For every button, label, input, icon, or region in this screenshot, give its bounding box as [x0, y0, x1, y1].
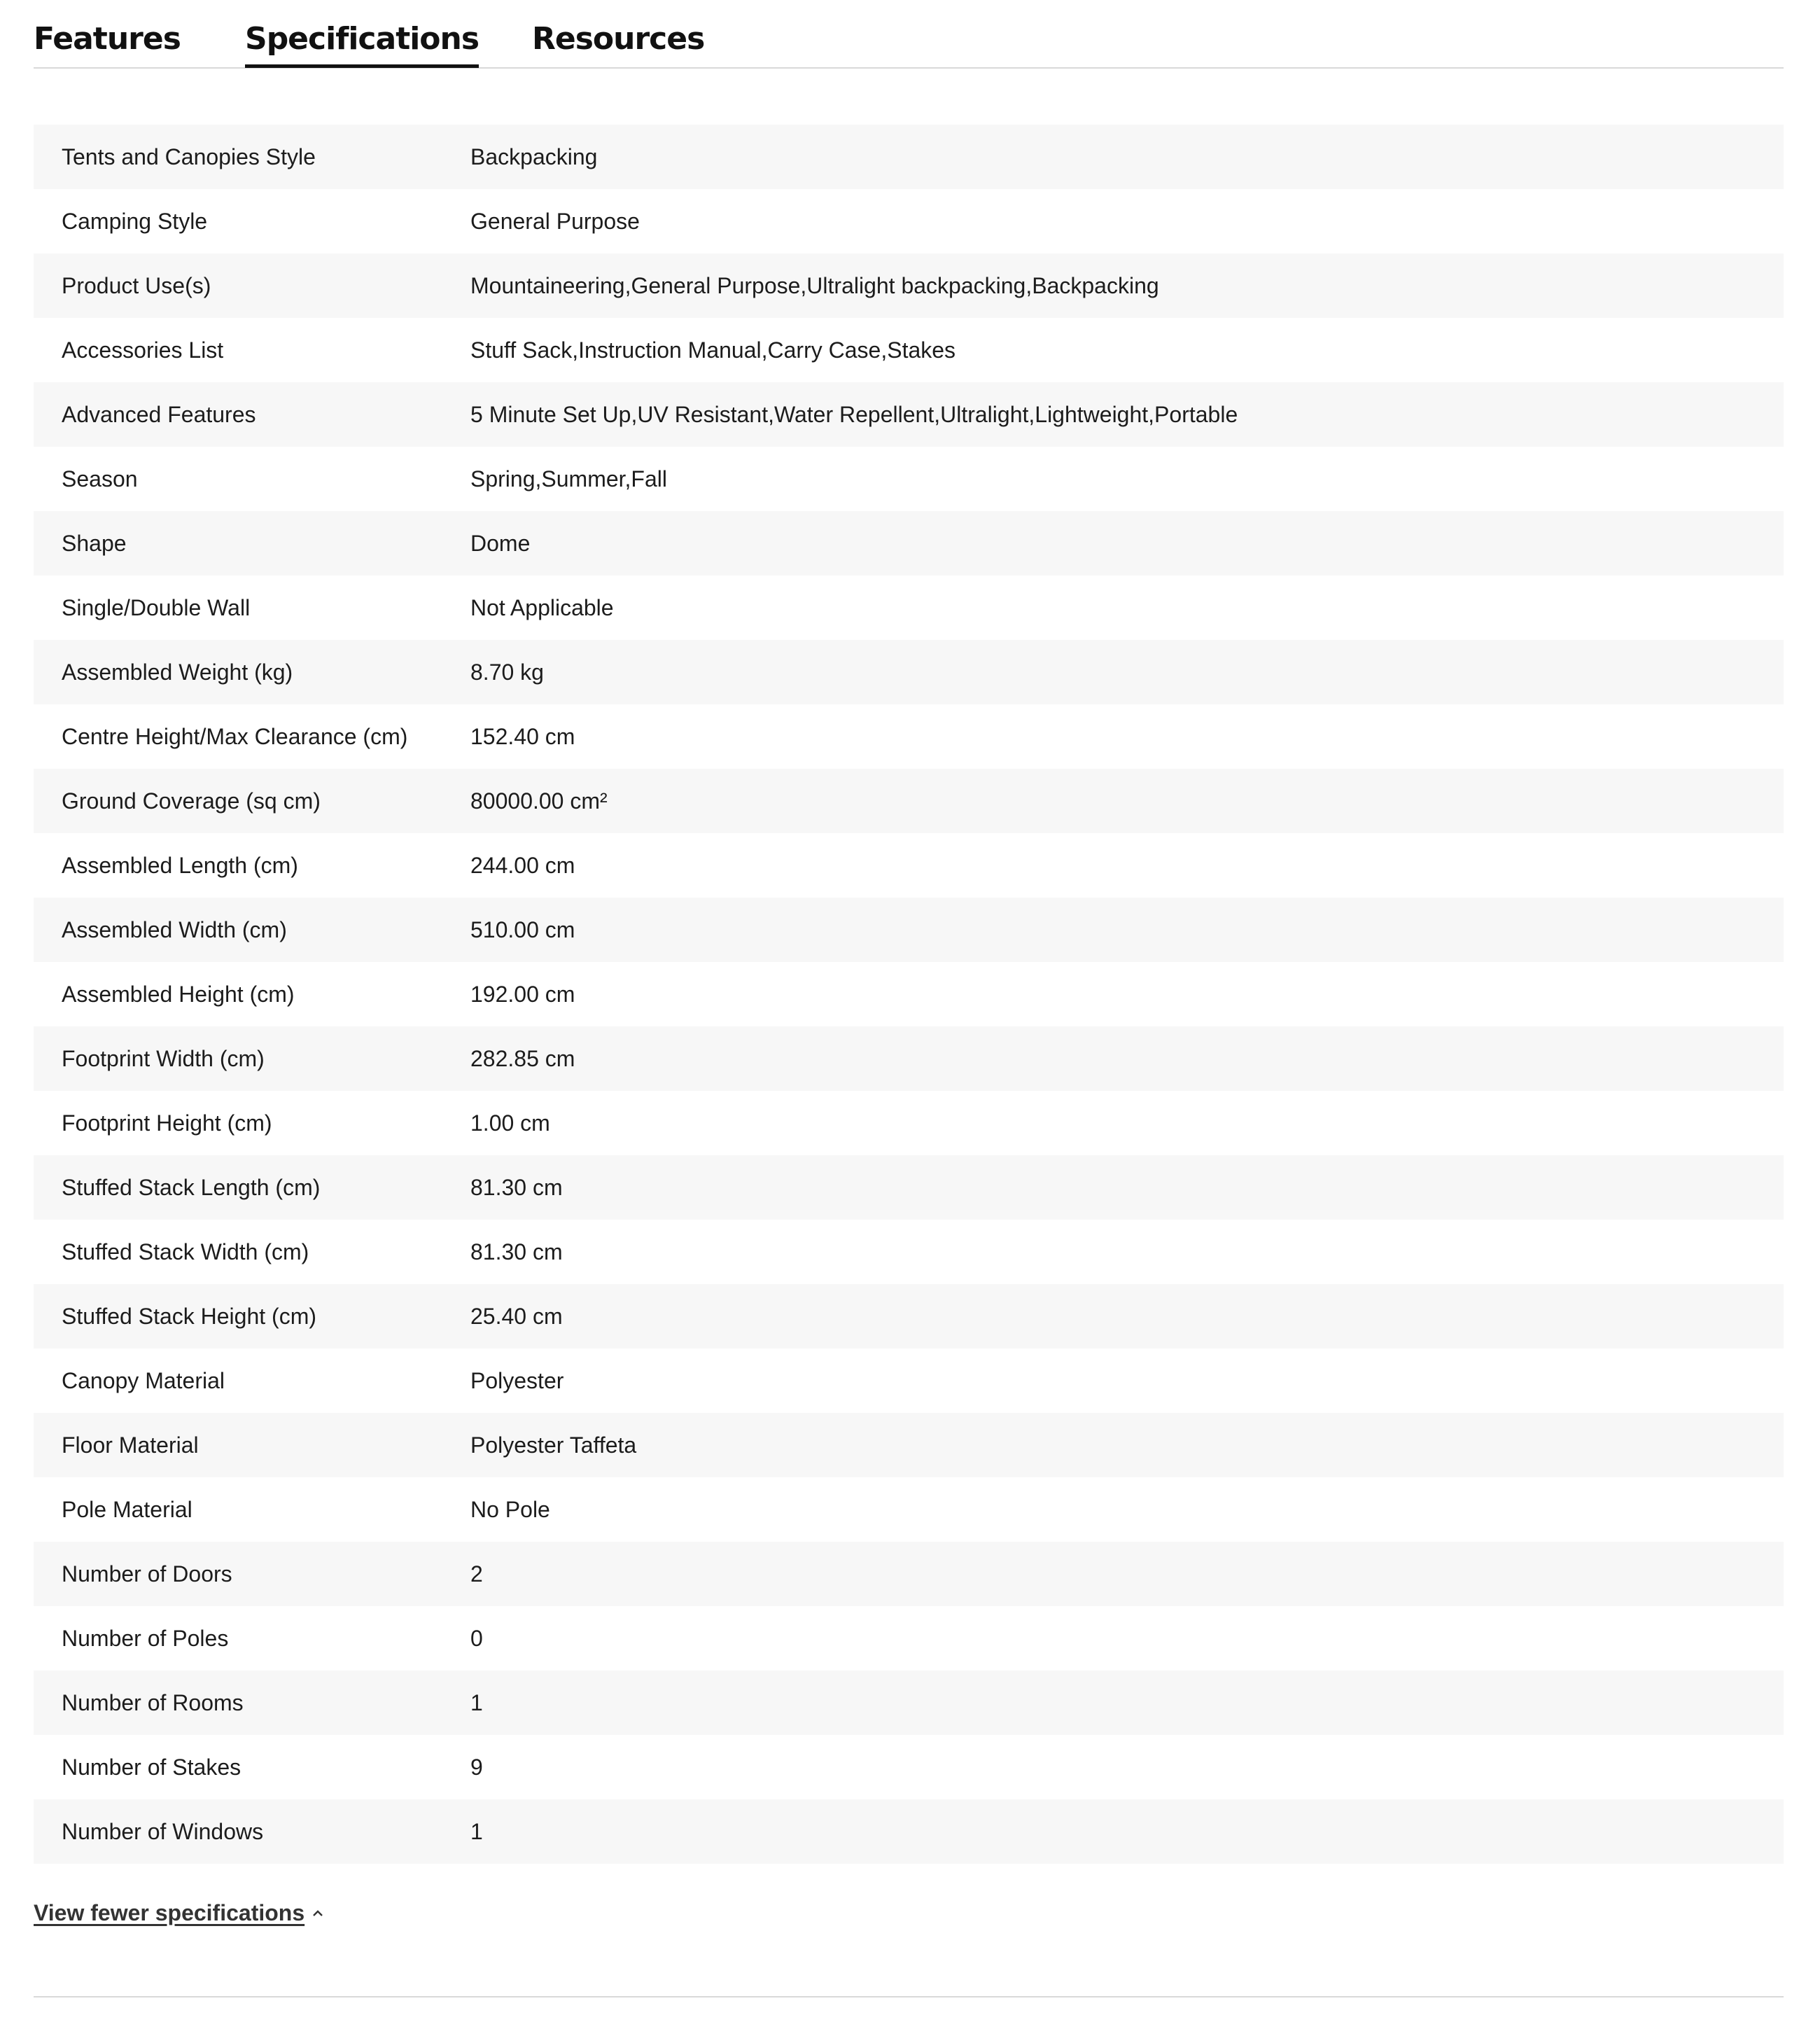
- spec-label: Centre Height/Max Clearance (cm): [62, 723, 408, 749]
- spec-label: Footprint Height (cm): [62, 1110, 272, 1136]
- spec-row: [34, 447, 1784, 511]
- spec-label: Pole Material: [62, 1496, 192, 1522]
- spec-value: 510.00 cm: [470, 916, 575, 942]
- spec-label: Stuffed Stack Length (cm): [62, 1174, 321, 1200]
- spec-value: 0: [470, 1625, 483, 1651]
- spec-value: 81.30 cm: [470, 1239, 563, 1264]
- spec-value: 2: [470, 1561, 483, 1587]
- spec-label: Assembled Length (cm): [62, 852, 298, 878]
- spec-label: Footprint Width (cm): [62, 1045, 265, 1071]
- spec-row: [34, 962, 1784, 1026]
- spec-row: [34, 1026, 1784, 1091]
- spec-row: [34, 769, 1784, 833]
- spec-label: Floor Material: [62, 1432, 199, 1458]
- tab-bar: [34, 0, 1784, 69]
- spec-row: [34, 511, 1784, 576]
- view-fewer-specifications-link[interactable]: [34, 1900, 324, 1926]
- view-fewer-label: View fewer specifications: [34, 1900, 305, 1925]
- spec-label: Stuffed Stack Height (cm): [62, 1303, 316, 1329]
- spec-label: Ground Coverage (sq cm): [62, 788, 321, 814]
- spec-label: Single/Double Wall: [62, 594, 251, 620]
- spec-row: [34, 1735, 1784, 1799]
- spec-row: [34, 1348, 1784, 1413]
- spec-value: 244.00 cm: [470, 852, 575, 878]
- spec-label: Assembled Width (cm): [62, 916, 287, 942]
- spec-label: Shape: [62, 530, 127, 556]
- spec-row: [34, 1220, 1784, 1284]
- spec-label: Advanced Features: [62, 401, 256, 427]
- tab-resources[interactable]: Resources: [532, 21, 705, 57]
- spec-value: 192.00 cm: [470, 981, 575, 1007]
- spec-label: Product Use(s): [62, 272, 211, 298]
- chevron-up-icon: [312, 1907, 324, 1920]
- spec-label: Number of Poles: [62, 1625, 229, 1651]
- spec-value: Spring,Summer,Fall: [470, 466, 667, 491]
- spec-row: [34, 1155, 1784, 1220]
- spec-row: [34, 1413, 1784, 1477]
- spec-label: Number of Stakes: [62, 1754, 241, 1780]
- spec-row: [34, 833, 1784, 898]
- spec-row: [34, 640, 1784, 704]
- specifications-table: [34, 125, 1784, 1864]
- spec-row: [34, 318, 1784, 382]
- spec-value: Not Applicable: [470, 594, 614, 620]
- spec-row: [34, 125, 1784, 189]
- spec-row: [34, 1671, 1784, 1735]
- spec-row: [34, 576, 1784, 640]
- spec-value: 8.70 kg: [470, 659, 544, 685]
- spec-value: 1: [470, 1689, 483, 1715]
- specifications-panel: [34, 0, 1784, 1997]
- spec-label: Stuffed Stack Width (cm): [62, 1239, 309, 1264]
- spec-row: [34, 1284, 1784, 1348]
- spec-row: [34, 1091, 1784, 1155]
- spec-label: Canopy Material: [62, 1367, 225, 1393]
- spec-row: [34, 382, 1784, 447]
- spec-value: 25.40 cm: [470, 1303, 563, 1329]
- spec-value: 80000.00 cm²: [470, 788, 608, 814]
- spec-value: Polyester: [470, 1367, 564, 1393]
- spec-value: 9: [470, 1754, 483, 1780]
- spec-value: 81.30 cm: [470, 1174, 563, 1200]
- spec-value: Dome: [470, 530, 531, 556]
- spec-label: Assembled Weight (kg): [62, 659, 293, 685]
- spec-value: Backpacking: [470, 144, 598, 169]
- spec-value: No Pole: [470, 1496, 550, 1522]
- spec-label: Number of Windows: [62, 1818, 264, 1844]
- spec-label: Number of Rooms: [62, 1689, 244, 1715]
- spec-label: Season: [62, 466, 138, 491]
- spec-value: Mountaineering,General Purpose,Ultralight backpacking,Backpacking: [470, 272, 1159, 298]
- spec-value: 5 Minute Set Up,UV Resistant,Water Repellent,Ultralight,Lightweight,Portable: [470, 401, 1238, 427]
- spec-row: [34, 1542, 1784, 1606]
- spec-row: [34, 1799, 1784, 1864]
- spec-row: [34, 704, 1784, 769]
- spec-row: [34, 189, 1784, 253]
- section-divider: [34, 1996, 1784, 1997]
- spec-value: Stuff Sack,Instruction Manual,Carry Case,Stakes: [470, 337, 956, 363]
- spec-row: [34, 1606, 1784, 1671]
- spec-label: Camping Style: [62, 208, 208, 234]
- spec-row: [34, 253, 1784, 318]
- spec-value: Polyester Taffeta: [470, 1432, 637, 1458]
- spec-value: 282.85 cm: [470, 1045, 575, 1071]
- spec-value: 1: [470, 1818, 483, 1844]
- spec-value: 1.00 cm: [470, 1110, 550, 1136]
- tab-features[interactable]: Features: [34, 21, 181, 57]
- spec-value: 152.40 cm: [470, 723, 575, 749]
- spec-label: Assembled Height (cm): [62, 981, 295, 1007]
- tab-specifications[interactable]: Specifications: [245, 20, 479, 59]
- spec-value: General Purpose: [470, 208, 640, 234]
- spec-label: Tents and Canopies Style: [62, 144, 316, 169]
- spec-row: [34, 898, 1784, 962]
- spec-row: [34, 1477, 1784, 1542]
- spec-label: Accessories List: [62, 337, 224, 363]
- spec-label: Number of Doors: [62, 1561, 232, 1587]
